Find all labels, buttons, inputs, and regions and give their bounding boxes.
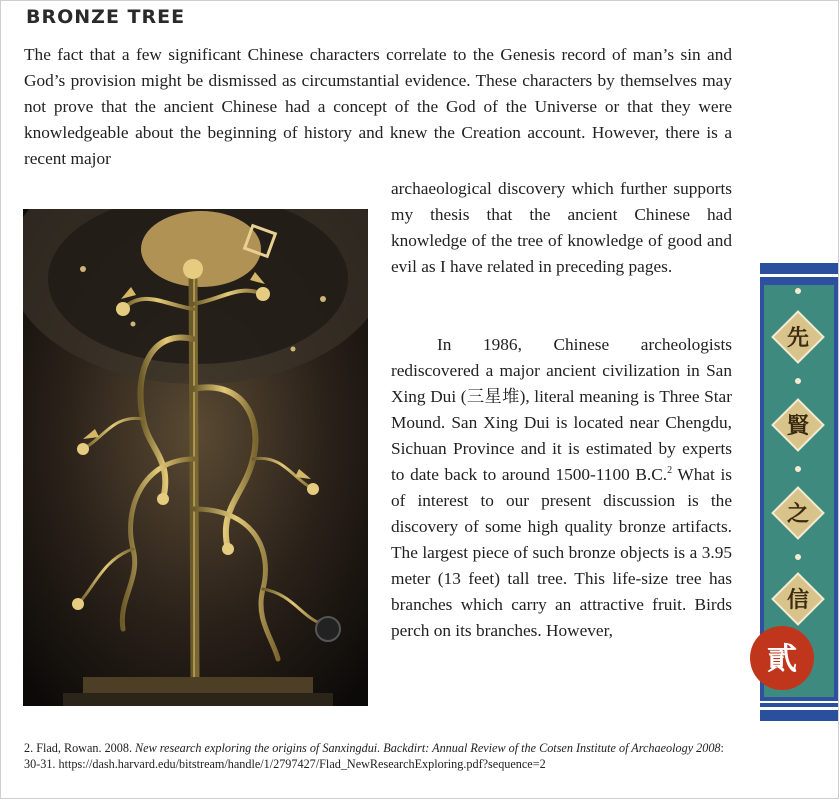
bronze-tree-photo (23, 209, 368, 706)
paragraph-discovery: archaeological discovery which further supports my thesis that the ancient Chinese had knowledge of the tree of knowledge of good and evil as I have related in preceding pages. (391, 179, 732, 276)
banner-char-2: 賢 (786, 413, 810, 439)
chapter-seal-char: 貳 (767, 642, 797, 677)
banner-char-4: 信 (786, 587, 810, 613)
bronze-tree-illustration (23, 209, 368, 706)
chapter-seal (749, 625, 815, 691)
footnote-reference[interactable]: 2 (667, 465, 673, 477)
banner-char-1: 先 (786, 325, 810, 351)
footnote-title: New research exploring the origins of Sanxingdui. Backdirt: Annual Review of the Cotsen Institute of Archaeology 2008 (135, 741, 721, 755)
paragraph-sanxingdui (391, 332, 732, 644)
banner-char-3: 之 (786, 501, 810, 527)
footnote-url[interactable]: https://dash.harvard.edu/bitstream/handle/1/2797427/Flad_NewResearchExploring.pdf?sequence=2 (58, 756, 546, 771)
footnote (24, 741, 736, 772)
paragraph-sanxingdui-text-b: What is of interest to our present discussion is the discovery of some high quality bronze artifacts. The largest piece of such bronze objects is a 3.95 meter (13 feet) tall tree. This life-size tree has branches which carry an attractive fruit. Birds perch on its branches. However, (391, 465, 733, 640)
footnote-author: 2. Flad, Rowan. 2008. (24, 741, 136, 755)
paragraph-sanxingdui-text-a: In 1986, Chinese archeologists rediscovered a major ancient civilization in San Xing Dui (三星堆), literal meaning is Three Star Mound. San Xing Dui is located near Chengdu, Sichuan Province and it is estimated by experts to date back to around 1500-1100 B.C. (391, 335, 732, 484)
footnote-pages: : 30-31. (24, 741, 724, 771)
paragraph-intro: The fact that a few significant Chinese characters correlate to the Genesis record of man’s sin and God’s provision might be dismissed as circumstantial evidence. These characters by themselves may not prove that the ancient Chinese had a concept of the God of the Universe or that they were knowledgeable about the beginning of history and knew the Creation account. However, there is a recent major (24, 45, 732, 168)
section-heading: BRONZE TREE (26, 6, 186, 28)
